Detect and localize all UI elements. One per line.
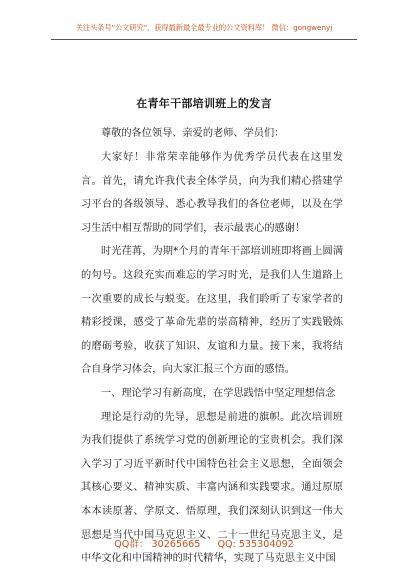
paragraph-greeting: 大家好！非常荣幸能够作为优秀学员代表在这里发言。首先，请允许我代表全体学员，向为我们精心搭建学习平台的各级领导、悉心教导我们的各位老师，以及在学习生活中相互帮助的同学们，表示最衷心的感谢！: [81, 152, 343, 234]
salutation: 尊敬的各位领导、亲爱的老师、学员们：: [101, 128, 285, 139]
section-heading: 一、理论学习有新高度，在学思践悟中坚定理想信念: [101, 387, 336, 399]
paragraph-intro: 时光荏苒，为期*个月的青年干部培训班即将画上圆满的句号。这段充实而难忘的学习时光，是我们人生道路上一次重要的成长与蜕变。在这里，我们聆听了专家学者的精彩授课，感受了革命先辈的崇高精神，经历了实践锻炼的磨砺考验，收获了知识、友谊和力量。接下来，我将结合自身学习体会，向大家汇报三个方面的感悟。: [81, 246, 343, 376]
footer-qq-group: QQ群： 30265665: [114, 539, 201, 550]
header-banner: 关注头条号"公文研究"，获得最新最全最专业的公文资料库！ 微信：gongwenyj: [75, 23, 333, 32]
header-divider: [51, 39, 357, 40]
footer-qq: QQ: 535304092: [217, 539, 294, 550]
paragraph-theory: 理论是行动的先导，思想是前进的旗帜。此次培训班为我们提供了系统学习党的创新理论的宝贵机会。我们深入学习了习近平新时代中国特色社会主义思想，全面领会其核心要义、精神实质、丰富内涵和实践要求。通过原原本本读原著、学原文、悟原理，我们深刻认识到这一伟大思想是当代中国马克思主义、二十一世纪马克思主义，是中华文化和中国精神的时代精华，实现了马克思主义中国: [81, 411, 343, 565]
footer-contact: [0, 536, 408, 550]
document-body: [81, 146, 343, 571]
document-title: 在青年干部培训班上的发言: [136, 97, 272, 110]
